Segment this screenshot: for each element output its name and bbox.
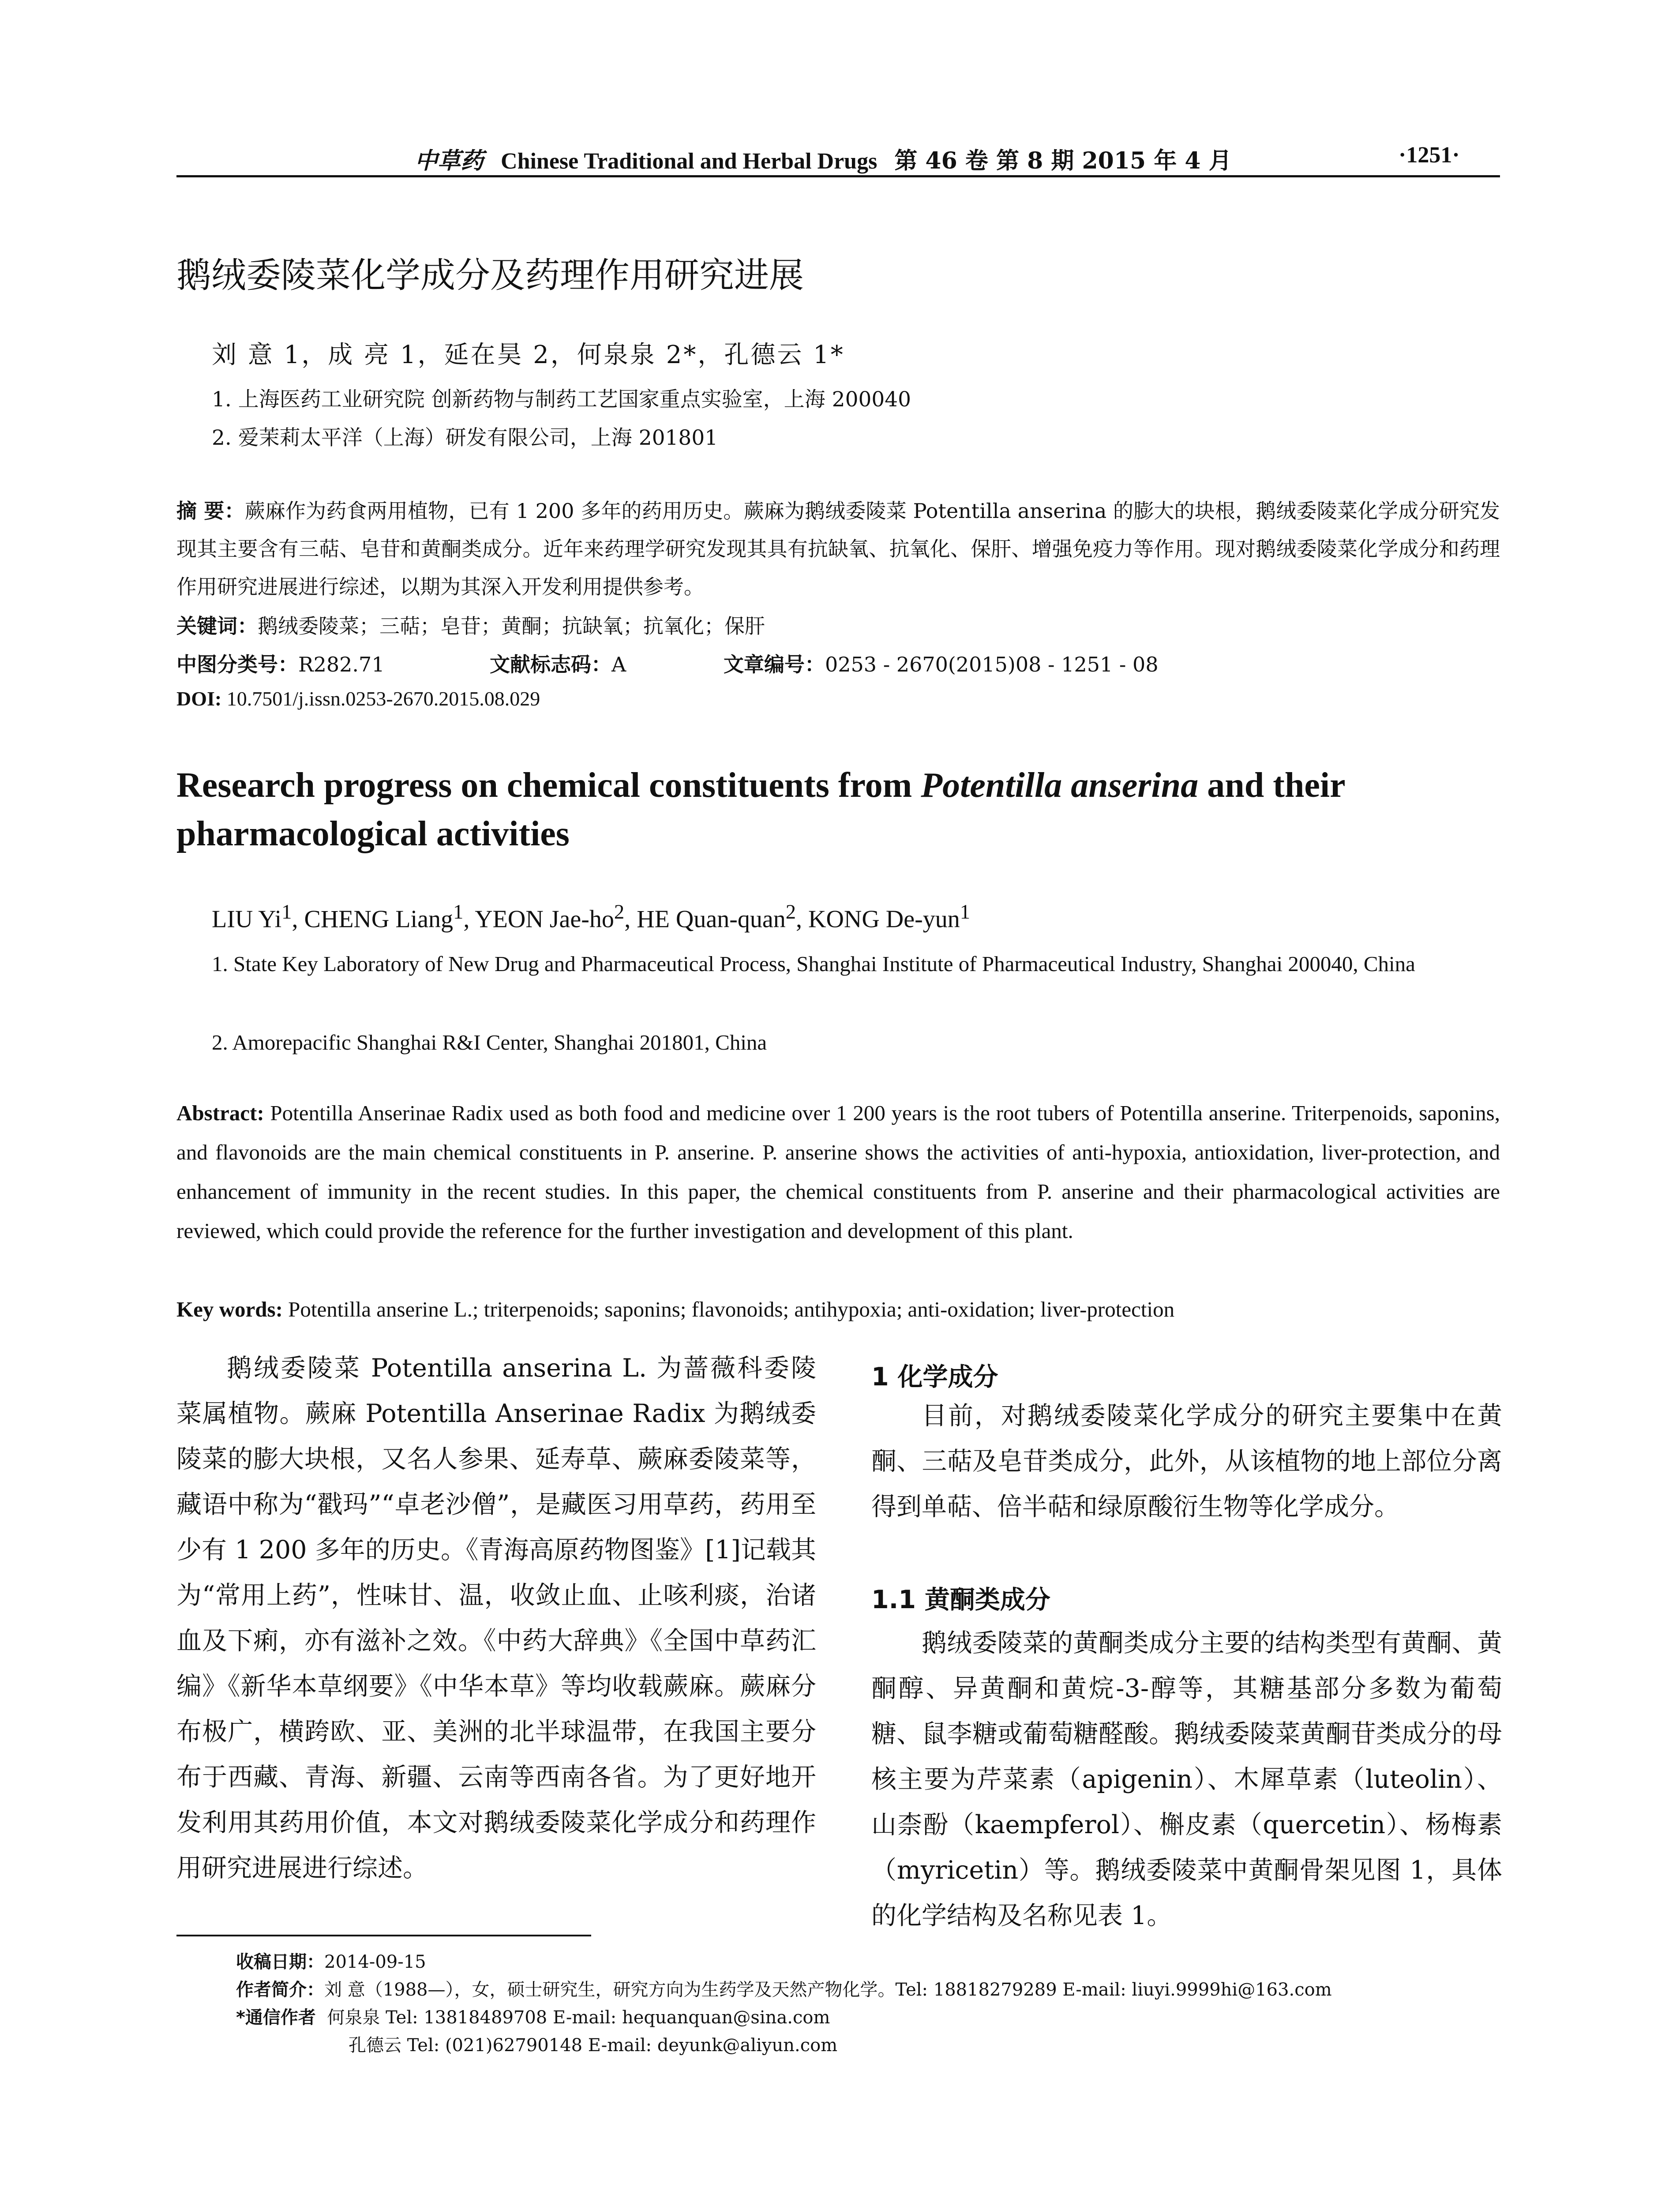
cn-authors: 刘 意 1，成 亮 1，延在昊 2，何泉泉 2*，孔德云 1* bbox=[212, 341, 845, 369]
doi-value: 10.7501/j.issn.0253-2670.2015.08.029 bbox=[226, 687, 540, 710]
corr-label: *通信作者 bbox=[236, 2007, 316, 2028]
journal-name-cn: 中草药 bbox=[415, 147, 484, 174]
body-intro-paragraph: 鹅绒委陵菜 Potentilla anserina L. 为蔷薇科委陵菜属植物。蕨麻 Potentilla Anserinae Radix 为鹅绒委陵菜的膨大块根，又名人参果、延寿草、蕨麻委陵菜等，藏语中称为“戳玛”“卓老沙僧”，是藏医习用草药，药用至少有 1 200 多年的历史。《青海高原药物图鉴》[1]记载其为“常用上药”，性味甘、温，收敛止血、止咳利痰，治诸血及下痢，亦有滋补之效。《中药大辞典》《全国中草药汇编》《新华本草纲要》《中华本草》等均收载蕨麻。蕨麻分布极广，横跨欧、亚、美洲的北半球温带，在我国主要分布于西藏、青海、新疆、云南等西南各省。为了更好地开发利用其药用价值，本文对鹅绒委陵菜化学成分和药理作用研究进展进行综述。 bbox=[176, 1354, 816, 1883]
received-label: 收稿日期： bbox=[236, 1952, 324, 1972]
cn-title: 鹅绒委陵菜化学成分及药理作用研究进展 bbox=[176, 255, 804, 296]
en-keywords bbox=[176, 1290, 1500, 1329]
section-1-paragraph: 目前，对鹅绒委陵菜化学成分的研究主要集中在黄酮、三萜及皂苷类成分，此外，从该植物的地上部位分离得到单萜、倍半萜和绿原酸衍生物等化学成分。 bbox=[871, 1401, 1502, 1521]
cn-abstract-label: 摘 要： bbox=[176, 499, 245, 523]
articleno-label: 文章编号： bbox=[724, 653, 825, 676]
journal-header bbox=[415, 142, 1232, 175]
cn-abstract-text: 蕨麻作为药食两用植物，已有 1 200 多年的药用历史。蕨麻为鹅绒委陵菜 Potentilla anserina 的膨大的块根，鹅绒委陵菜化学成分研究发现其主要含有三萜、皂苷和黄酮类成分。近年来药理学研究发现其具有抗缺氧、抗氧化、保肝、增强免疫力等作用。现对鹅绒委陵菜化学成分和药理作用研究进展进行综述，以期为其深入开发利用提供参考。 bbox=[176, 499, 1500, 599]
journal-name-en: Chinese Traditional and Herbal Drugs bbox=[501, 149, 878, 174]
footnote-correspondence bbox=[236, 2003, 830, 2029]
doi-line bbox=[176, 687, 540, 710]
section-1-heading: 1 化学成分 bbox=[871, 1362, 998, 1392]
author-info: 刘 意（1988—），女，硕士研究生，研究方向为生药学及天然产物化学。Tel: 18818279289 E-mail: liuyi.9999hi@163.com bbox=[324, 1980, 1332, 2000]
header-rule bbox=[176, 175, 1500, 177]
cn-article-number bbox=[724, 649, 1159, 678]
footnote-author bbox=[236, 1976, 1332, 2001]
en-abstract bbox=[176, 1093, 1500, 1250]
clc-label: 中图分类号： bbox=[176, 653, 298, 676]
en-abstract-text: Potentilla Anserinae Radix used as both food and medicine over 1 200 years is the root tubers of Potentilla anserine. Triterpenoids, saponins, and flavonoids are the main chemical constituents in P. anserine. P. anserine shows the activities of anti-hypoxia, antioxidation, liver-protection, and enhancement of immunity in the recent studies. In this paper, the chemical constituents from P. anserine and their pharmacological activities are reviewed, which could provide the reference for the further investigation and development of this plant. bbox=[176, 1101, 1500, 1243]
cn-doc-code bbox=[490, 649, 626, 678]
cn-keywords bbox=[176, 610, 765, 639]
en-authors: LIU Yi$^1$, CHENG Liang$^1$, YEON Jae-$ho^2$, HE Quan-quan$^2$, KONG De-yun$^1$ bbox=[212, 900, 971, 933]
cn-keywords-label: 关键词： bbox=[176, 614, 258, 638]
footnote-rule bbox=[176, 1935, 591, 1936]
en-title: Research progress on chemical constituents from Potentilla anserina and their pharmacological activities bbox=[176, 766, 1345, 853]
en-abstract-label: Abstract: bbox=[176, 1101, 264, 1125]
cn-abstract bbox=[176, 492, 1500, 606]
en-keywords-text: Potentilla anserine L.; triterpenoids; saponins; flavonoids; antihypoxia; anti-oxidation; liver-protection bbox=[288, 1297, 1175, 1321]
footnote-correspondence-2: 孔德云 Tel: (021)62790148 E-mail: deyunk@aliyun.com bbox=[349, 2035, 838, 2056]
doccode-label: 文献标志码： bbox=[490, 653, 611, 676]
en-affiliation-1: 1. State Key Laboratory of New Drug and Pharmaceutical Process, Shanghai Institute of Pharmaceutical Industry, Shanghai 200040, China bbox=[212, 952, 1415, 976]
doccode-value: A bbox=[611, 653, 626, 676]
section-1-1-heading: 1.1 黄酮类成分 bbox=[871, 1585, 1050, 1614]
journal-issue: 第 46 卷 第 8 期 2015 年 4 月 bbox=[894, 147, 1232, 174]
corr-author-1: 何泉泉 Tel: 13818489708 E-mail: hequanquan@sina.com bbox=[327, 2007, 830, 2028]
received-date: 2014-09-15 bbox=[324, 1952, 426, 1972]
clc-value: R282.71 bbox=[298, 653, 385, 676]
cn-classification bbox=[176, 649, 385, 678]
en-keywords-label: Key words: bbox=[176, 1297, 283, 1321]
articleno-value: 0253 - 2670(2015)08 - 1251 - 08 bbox=[825, 653, 1159, 676]
en-affiliation-2: 2. Amorepacific Shanghai R&I Center, Shanghai 201801, China bbox=[212, 1030, 767, 1054]
footnote-received bbox=[236, 1948, 426, 1973]
page-number: ·1251· bbox=[1399, 143, 1460, 168]
section-1-1-paragraph: 鹅绒委陵菜的黄酮类成分主要的结构类型有黄酮、黄酮醇、异黄酮和黄烷-3-醇等，其糖基部分多数为葡萄糖、鼠李糖或葡萄糖醛酸。鹅绒委陵菜黄酮苷类成分的母核主要为芹菜素（apigenin）、木犀草素（luteolin）、山柰酚（kaempferol）、槲皮素（quercetin）、杨梅素（myricetin）等。鹅绒委陵菜中黄酮骨架见图 1，具体的化学结构及名称见表 1。 bbox=[871, 1628, 1502, 1930]
cn-affiliation-2: 2. 爱茉莉太平洋（上海）研发有限公司，上海 201801 bbox=[212, 426, 718, 450]
author-label: 作者简介： bbox=[236, 1980, 324, 2000]
cn-keywords-text: 鹅绒委陵菜；三萜；皂苷；黄酮；抗缺氧；抗氧化；保肝 bbox=[258, 614, 765, 638]
cn-affiliation-1: 1. 上海医药工业研究院 创新药物与制药工艺国家重点实验室，上海 200040 bbox=[212, 387, 911, 412]
doi-label: DOI: bbox=[176, 687, 222, 710]
